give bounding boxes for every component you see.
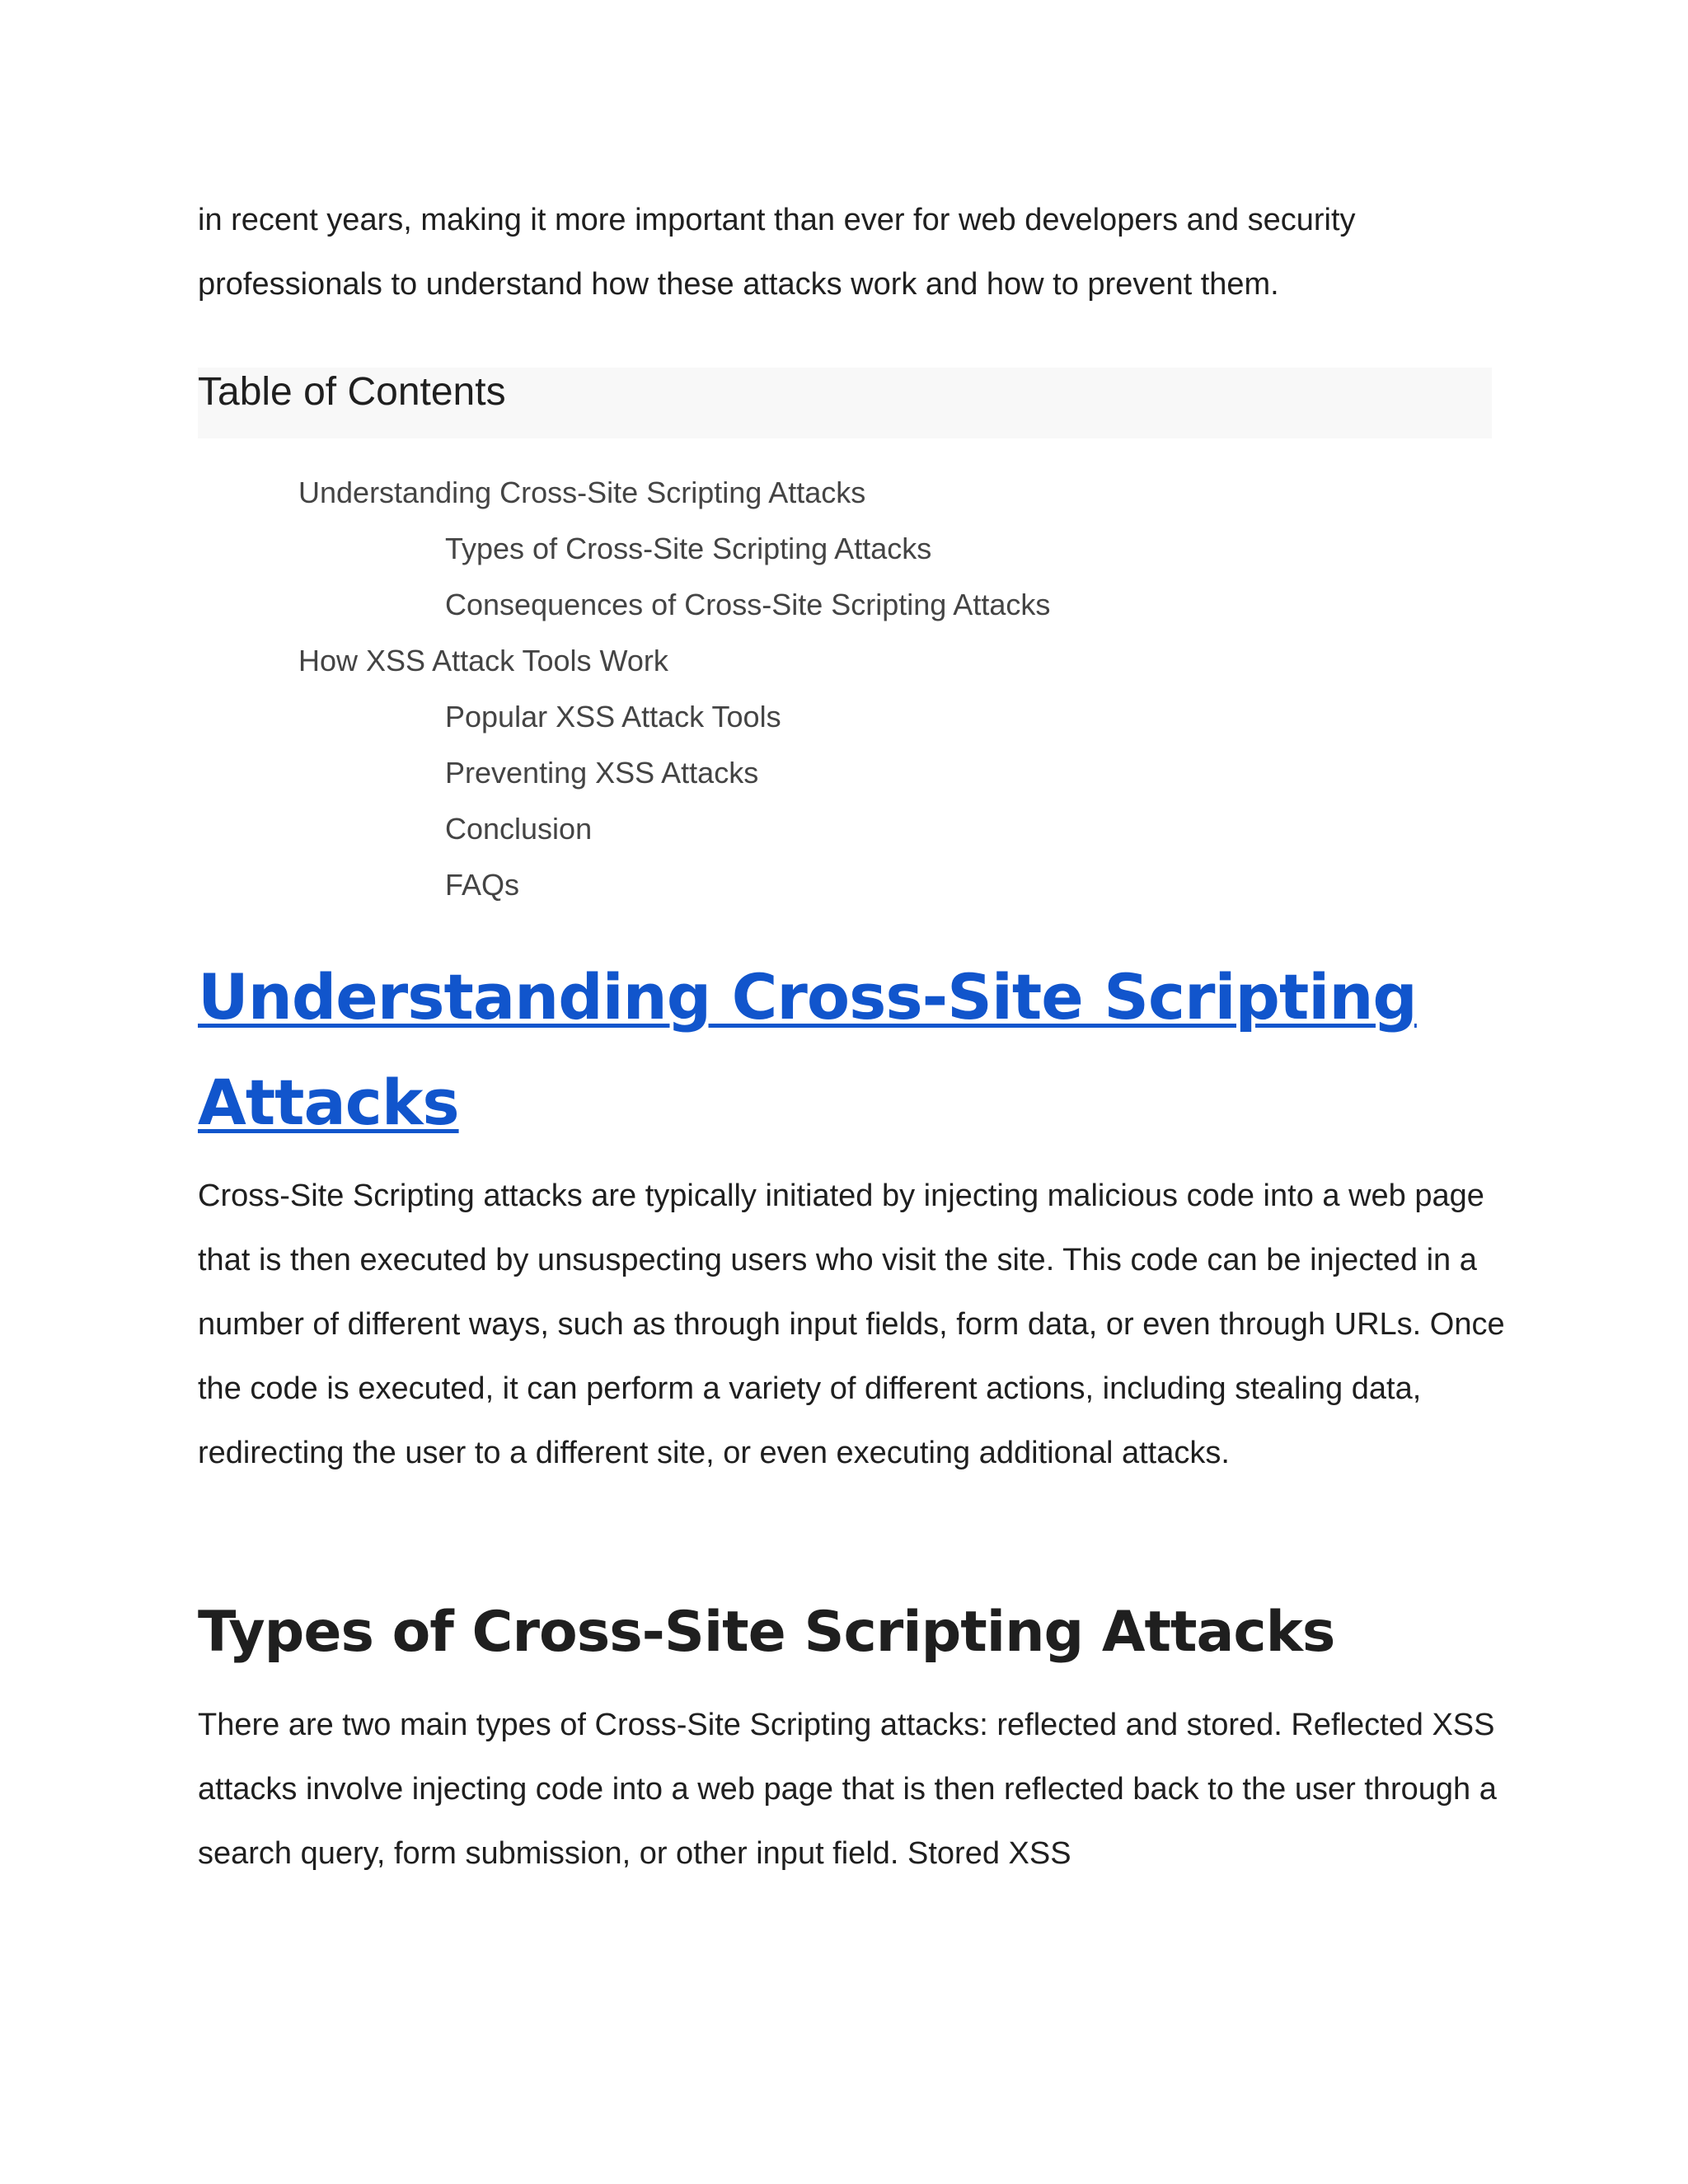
toc-item-popular-xss-tools[interactable]: Popular XSS Attack Tools bbox=[445, 700, 781, 733]
intro-paragraph: in recent years, making it more important than ever for web developers and security professionals to understand how these attacks work and how to prevent them. bbox=[198, 203, 1356, 302]
toc-item-how-xss-tools-work[interactable]: How XSS Attack Tools Work bbox=[298, 644, 668, 677]
section-paragraph-types-of-xss: There are two main types of Cross-Site Scripting attacks: reflected and stored. Reflected XSS attacks involve injecting code into a web page that is then reflected back to the user through a search query, form submission, or other input field. Stored XSS bbox=[198, 1708, 1497, 1871]
toc-item-preventing-xss[interactable]: Preventing XSS Attacks bbox=[445, 756, 759, 790]
table-of-contents bbox=[198, 465, 1492, 913]
toc-item-understanding-xss[interactable]: Understanding Cross-Site Scripting Attacks bbox=[298, 476, 866, 509]
toc-item-faqs[interactable]: FAQs bbox=[445, 868, 520, 902]
toc-item-types-of-xss[interactable]: Types of Cross-Site Scripting Attacks bbox=[445, 532, 932, 565]
toc-header-box bbox=[198, 368, 1492, 438]
toc-item-consequences-of-xss[interactable]: Consequences of Cross-Site Scripting Attacks bbox=[445, 588, 1051, 621]
toc-item-conclusion[interactable]: Conclusion bbox=[445, 812, 593, 846]
toc-title: Table of Contents bbox=[198, 370, 506, 414]
section-heading-understanding-xss bbox=[198, 944, 1517, 1155]
section-heading-link[interactable]: Understanding Cross-Site Scripting Attacks bbox=[198, 960, 1417, 1139]
section-heading-types-of-xss: Types of Cross-Site Scripting Attacks bbox=[198, 1600, 1335, 1665]
section-paragraph-understanding-xss: Cross-Site Scripting attacks are typically initiated by injecting malicious code into a web page that is then executed by unsuspecting users who visit the site. This code can be injected in a number of different ways, such as through input fields, form data, or even through URLs. Once the code is executed, it can perform a variety of different actions, including stealing data, redirecting the user to a different site, or even executing additional attacks. bbox=[198, 1179, 1505, 1470]
